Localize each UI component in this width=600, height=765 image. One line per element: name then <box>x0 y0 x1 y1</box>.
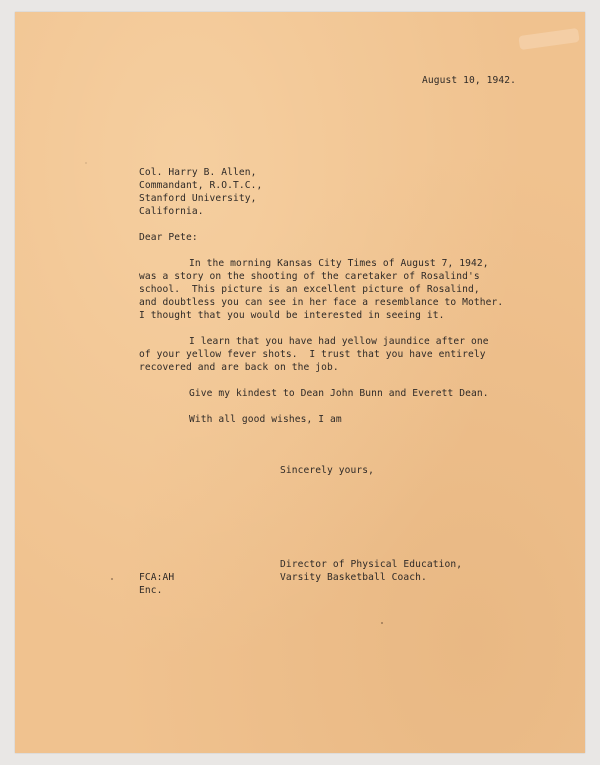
paper-speck <box>111 578 113 580</box>
address-line: Stanford University, <box>139 193 257 204</box>
paper-speck <box>381 622 383 624</box>
paragraph-line: school. This picture is an excellent picture of Rosalind, <box>139 284 480 295</box>
reference-initials: FCA:AH <box>139 572 175 583</box>
complimentary-closing: Sincerely yours, <box>280 465 375 476</box>
paragraph-line: In the morning Kansas City Times of August 7, 1942, <box>189 258 489 269</box>
salutation: Dear Pete: <box>139 232 198 243</box>
paragraph-line: of your yellow fever shots. I trust that you have entirely <box>139 349 486 360</box>
enclosure-notation: Enc. <box>139 585 163 596</box>
paragraph-line: was a story on the shooting of the caretaker of Rosalind's <box>139 271 480 282</box>
paragraph-4: With all good wishes, I am <box>189 414 342 425</box>
address-line: Col. Harry B. Allen, <box>139 167 257 178</box>
paper-speck <box>85 162 87 164</box>
paragraph-line: and doubtless you can see in her face a resemblance to Mother. <box>139 297 504 308</box>
letter-date: August 10, 1942. <box>422 75 517 86</box>
paragraph-3: Give my kindest to Dean John Bunn and Everett Dean. <box>189 388 489 399</box>
signature-title: Director of Physical Education, <box>280 559 463 570</box>
paragraph-line: recovered and are back on the job. <box>139 362 339 373</box>
address-line: California. <box>139 206 204 217</box>
letter-page <box>15 12 585 753</box>
signature-title: Varsity Basketball Coach. <box>280 572 427 583</box>
address-line: Commandant, R.O.T.C., <box>139 180 263 191</box>
paragraph-line: I thought that you would be interested in seeing it. <box>139 310 445 321</box>
paper-smudge <box>518 28 579 50</box>
paragraph-line: I learn that you have had yellow jaundice after one <box>189 336 489 347</box>
